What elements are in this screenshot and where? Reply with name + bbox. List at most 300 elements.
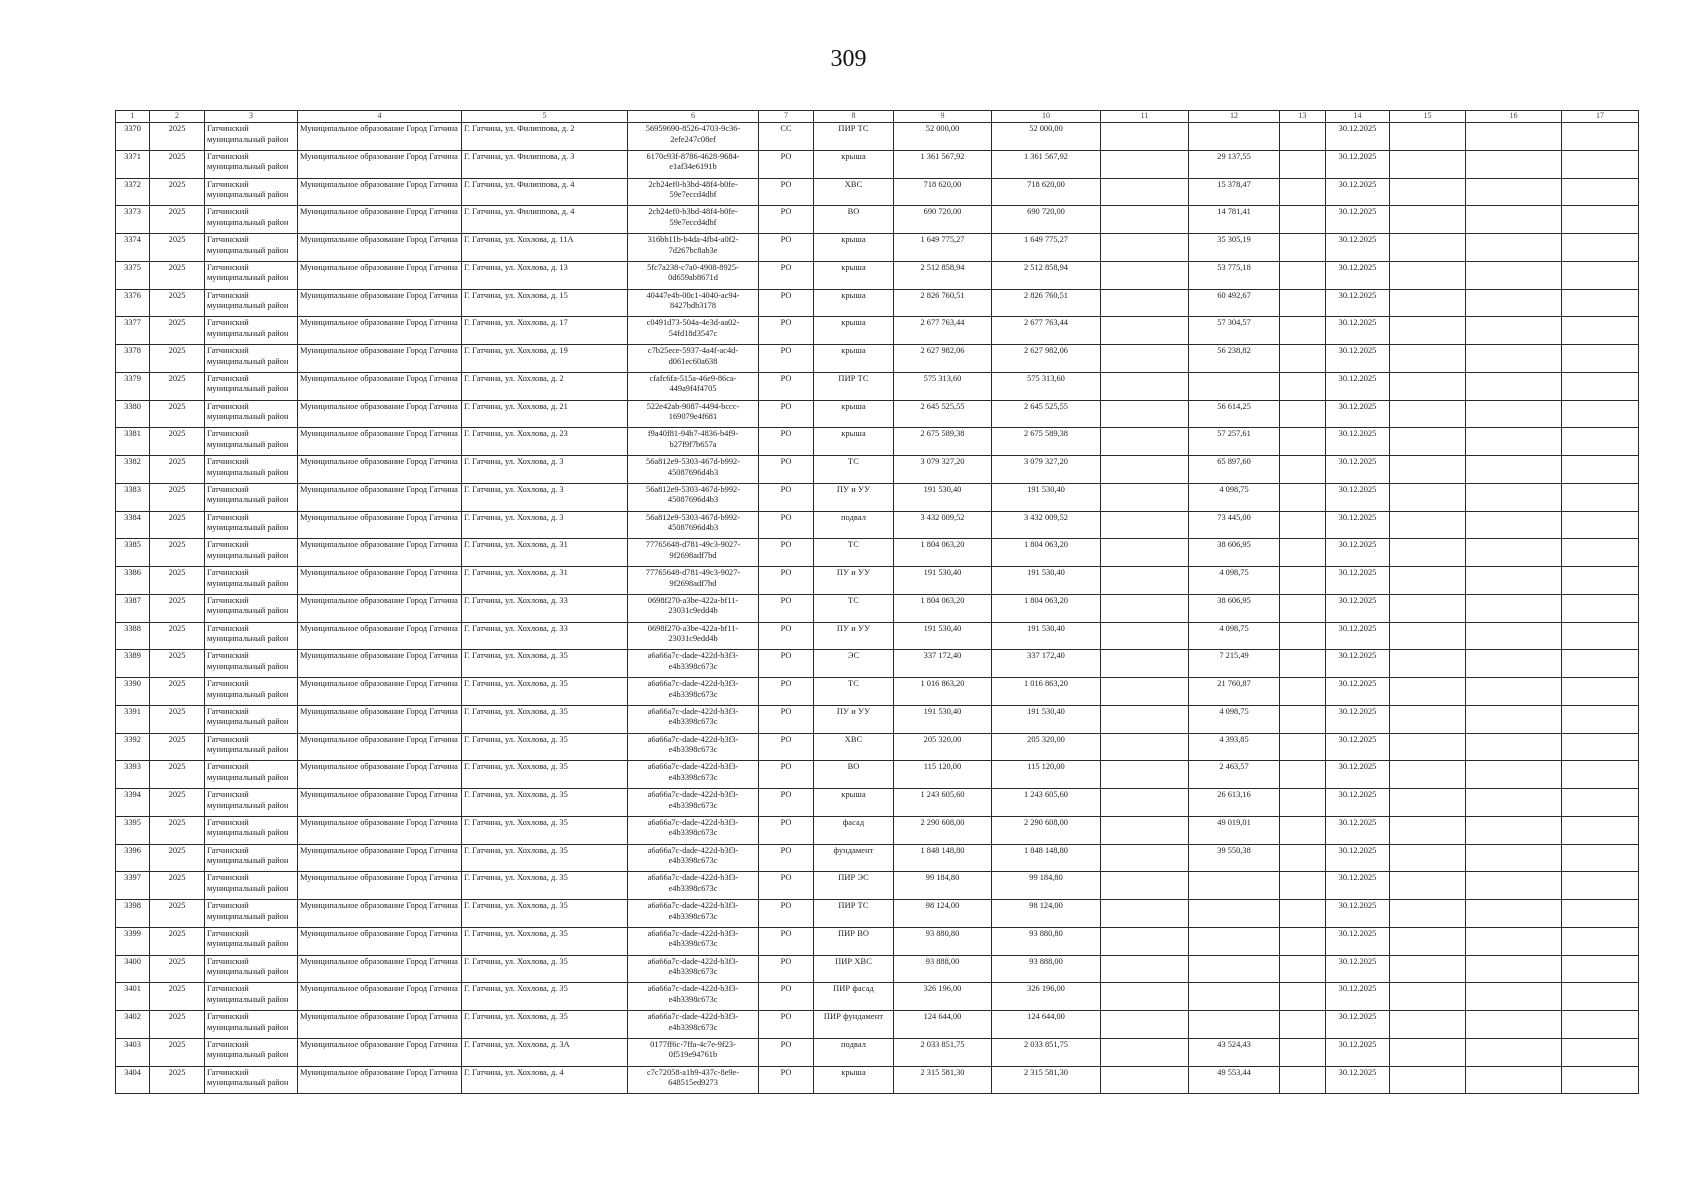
cell-total-cost: 2 677 763,44 [894, 317, 992, 345]
cell-total-cost: 52 000,00 [894, 123, 992, 151]
cell-year: 2025 [150, 539, 205, 567]
table-row [116, 983, 1639, 1011]
cell-funding-source: РО [759, 456, 814, 484]
cell-completion-date: 30.12.2025 [1326, 150, 1390, 178]
cell-col-15 [1390, 900, 1466, 928]
cell-cost-13 [1280, 1038, 1326, 1066]
cell-col-15 [1390, 317, 1466, 345]
cell-work-type: фундамент [814, 844, 894, 872]
cell-col-16 [1466, 511, 1562, 539]
cell-municipality: Муниципальное образование Город Гатчина [298, 1066, 462, 1094]
cell-funding-source: РО [759, 816, 814, 844]
table-row [116, 678, 1639, 706]
cell-total-cost: 98 124,00 [894, 900, 992, 928]
cell-cost-11 [1101, 900, 1189, 928]
cell-address: Г. Гатчина, ул. Хохлова, д. 35 [462, 733, 628, 761]
cell-cost-fund: 98 124,00 [992, 900, 1101, 928]
cell-municipality: Муниципальное образование Город Гатчина [298, 289, 462, 317]
cell-year: 2025 [150, 733, 205, 761]
cell-address: Г. Гатчина, ул. Хохлова, д. 31 [462, 539, 628, 567]
column-header-7: 7 [759, 111, 814, 123]
cell-cost-13 [1280, 622, 1326, 650]
table-row [116, 622, 1639, 650]
cell-cost-13 [1280, 761, 1326, 789]
cell-work-type: ПИР ТС [814, 900, 894, 928]
table-row [116, 234, 1639, 262]
cell-work-type: ПИР ХВС [814, 955, 894, 983]
cell-address: Г. Гатчина, ул. Хохлова, д. 35 [462, 900, 628, 928]
cell-row-number: 3404 [116, 1066, 150, 1094]
cell-building-id: 0698f270-a3be-422a-bf11-23031c9edd4b [628, 622, 759, 650]
cell-col-16 [1466, 234, 1562, 262]
cell-funding-source: РО [759, 400, 814, 428]
cell-district: Гатчинский муниципальный район [205, 456, 298, 484]
cell-address: Г. Гатчина, ул. Хохлова, д. 33 [462, 594, 628, 622]
table-row [116, 456, 1639, 484]
cell-municipality: Муниципальное образование Город Гатчина [298, 872, 462, 900]
cell-cost-fund: 1 804 063,20 [992, 539, 1101, 567]
cell-cost-11 [1101, 872, 1189, 900]
cell-col-16 [1466, 844, 1562, 872]
table-row [116, 761, 1639, 789]
cell-cost-13 [1280, 650, 1326, 678]
cell-col-15 [1390, 372, 1466, 400]
cell-col-17 [1562, 900, 1639, 928]
cell-col-16 [1466, 150, 1562, 178]
table-row [116, 816, 1639, 844]
cell-col-17 [1562, 261, 1639, 289]
cell-address: Г. Гатчина, ул. Филиппова, д. 3 [462, 150, 628, 178]
cell-cost-13 [1280, 955, 1326, 983]
cell-col-15 [1390, 789, 1466, 817]
cell-completion-date: 30.12.2025 [1326, 705, 1390, 733]
cell-col-16 [1466, 927, 1562, 955]
cell-cost-fund: 718 620,00 [992, 178, 1101, 206]
cell-cost-fund: 2 627 982,06 [992, 345, 1101, 373]
cell-col-15 [1390, 955, 1466, 983]
cell-completion-date: 30.12.2025 [1326, 456, 1390, 484]
cell-building-id: a6a66a7c-dade-422d-b3f3-e4b3398c673c [628, 733, 759, 761]
cell-funding-source: РО [759, 1011, 814, 1039]
cell-funding-source: РО [759, 705, 814, 733]
cell-completion-date: 30.12.2025 [1326, 539, 1390, 567]
cell-year: 2025 [150, 816, 205, 844]
cell-municipality: Муниципальное образование Город Гатчина [298, 456, 462, 484]
cell-address: Г. Гатчина, ул. Филиппова, д. 4 [462, 178, 628, 206]
cell-col-15 [1390, 483, 1466, 511]
cell-year: 2025 [150, 456, 205, 484]
table-row [116, 511, 1639, 539]
cell-district: Гатчинский муниципальный район [205, 1066, 298, 1094]
cell-row-number: 3395 [116, 816, 150, 844]
cell-col-15 [1390, 206, 1466, 234]
cell-col-15 [1390, 816, 1466, 844]
cell-year: 2025 [150, 844, 205, 872]
cell-district: Гатчинский муниципальный район [205, 594, 298, 622]
cell-row-number: 3382 [116, 456, 150, 484]
cell-cost-11 [1101, 955, 1189, 983]
table-row [116, 317, 1639, 345]
cell-col-17 [1562, 178, 1639, 206]
cell-municipality: Муниципальное образование Город Гатчина [298, 150, 462, 178]
cell-col-15 [1390, 983, 1466, 1011]
cell-building-id: a6a66a7c-dade-422d-b3f3-e4b3398c673c [628, 705, 759, 733]
cell-year: 2025 [150, 400, 205, 428]
cell-col-15 [1390, 622, 1466, 650]
cell-total-cost: 1 016 863,20 [894, 678, 992, 706]
cell-total-cost: 99 184,80 [894, 872, 992, 900]
cell-cost-12: 4 098,75 [1189, 622, 1280, 650]
cell-cost-11 [1101, 678, 1189, 706]
cell-col-16 [1466, 400, 1562, 428]
cell-completion-date: 30.12.2025 [1326, 261, 1390, 289]
cell-cost-12 [1189, 372, 1280, 400]
table-row [116, 261, 1639, 289]
cell-municipality: Муниципальное образование Город Гатчина [298, 927, 462, 955]
cell-work-type: ПУ и УУ [814, 622, 894, 650]
cell-work-type: крыша [814, 261, 894, 289]
cell-municipality: Муниципальное образование Город Гатчина [298, 428, 462, 456]
cell-work-type: крыша [814, 150, 894, 178]
cell-work-type: крыша [814, 345, 894, 373]
cell-col-15 [1390, 456, 1466, 484]
cell-col-16 [1466, 1066, 1562, 1094]
cell-year: 2025 [150, 178, 205, 206]
table-row [116, 1011, 1639, 1039]
cell-cost-fund: 52 000,00 [992, 123, 1101, 151]
cell-cost-fund: 3 079 327,20 [992, 456, 1101, 484]
cell-cost-fund: 690 720,00 [992, 206, 1101, 234]
cell-cost-11 [1101, 483, 1189, 511]
cell-total-cost: 93 888,00 [894, 955, 992, 983]
cell-col-16 [1466, 983, 1562, 1011]
cell-completion-date: 30.12.2025 [1326, 289, 1390, 317]
cell-cost-13 [1280, 1066, 1326, 1094]
cell-building-id: a6a66a7c-dade-422d-b3f3-e4b3398c673c [628, 789, 759, 817]
cell-year: 2025 [150, 150, 205, 178]
cell-work-type: ВО [814, 761, 894, 789]
cell-building-id: a6a66a7c-dade-422d-b3f3-e4b3398c673c [628, 983, 759, 1011]
cell-cost-11 [1101, 927, 1189, 955]
cell-col-17 [1562, 844, 1639, 872]
cell-cost-12: 65 897,60 [1189, 456, 1280, 484]
cell-total-cost: 1 848 148,80 [894, 844, 992, 872]
cell-funding-source: РО [759, 1038, 814, 1066]
cell-total-cost: 93 880,80 [894, 927, 992, 955]
table-row [116, 650, 1639, 678]
cell-cost-11 [1101, 844, 1189, 872]
cell-funding-source: РО [759, 900, 814, 928]
cell-col-16 [1466, 594, 1562, 622]
cell-year: 2025 [150, 900, 205, 928]
cell-work-type: крыша [814, 789, 894, 817]
cell-address: Г. Гатчина, ул. Хохлова, д. 35 [462, 844, 628, 872]
cell-municipality: Муниципальное образование Город Гатчина [298, 234, 462, 262]
cell-col-15 [1390, 178, 1466, 206]
cell-completion-date: 30.12.2025 [1326, 927, 1390, 955]
cell-year: 2025 [150, 983, 205, 1011]
cell-work-type: ПИР ТС [814, 123, 894, 151]
cell-row-number: 3391 [116, 705, 150, 733]
cell-cost-12: 21 760,87 [1189, 678, 1280, 706]
cell-completion-date: 30.12.2025 [1326, 567, 1390, 595]
cell-cost-11 [1101, 1011, 1189, 1039]
cell-building-id: 6170c93f-8786-4628-9684-e1af34e6191b [628, 150, 759, 178]
cell-completion-date: 30.12.2025 [1326, 900, 1390, 928]
cell-work-type: крыша [814, 428, 894, 456]
cell-municipality: Муниципальное образование Город Гатчина [298, 178, 462, 206]
cell-row-number: 3393 [116, 761, 150, 789]
cell-cost-12 [1189, 900, 1280, 928]
cell-total-cost: 1 361 567,92 [894, 150, 992, 178]
cell-completion-date: 30.12.2025 [1326, 844, 1390, 872]
cell-funding-source: РО [759, 372, 814, 400]
cell-cost-12: 4 098,75 [1189, 483, 1280, 511]
cell-row-number: 3400 [116, 955, 150, 983]
cell-col-16 [1466, 705, 1562, 733]
cell-cost-11 [1101, 428, 1189, 456]
cell-cost-fund: 2 826 760,51 [992, 289, 1101, 317]
cell-municipality: Муниципальное образование Город Гатчина [298, 511, 462, 539]
cell-cost-13 [1280, 123, 1326, 151]
cell-row-number: 3399 [116, 927, 150, 955]
cell-col-15 [1390, 594, 1466, 622]
cell-cost-fund: 191 530,40 [992, 705, 1101, 733]
cell-municipality: Муниципальное образование Город Гатчина [298, 705, 462, 733]
cell-col-17 [1562, 955, 1639, 983]
cell-municipality: Муниципальное образование Город Гатчина [298, 567, 462, 595]
cell-year: 2025 [150, 761, 205, 789]
cell-col-16 [1466, 872, 1562, 900]
cell-building-id: 5fc7a238-c7a0-4908-8925-0d659ab8671d [628, 261, 759, 289]
cell-district: Гатчинский муниципальный район [205, 789, 298, 817]
cell-completion-date: 30.12.2025 [1326, 206, 1390, 234]
cell-work-type: ХВС [814, 733, 894, 761]
cell-district: Гатчинский муниципальный район [205, 1038, 298, 1066]
cell-total-cost: 1 804 063,20 [894, 539, 992, 567]
column-header-6: 6 [628, 111, 759, 123]
cell-cost-13 [1280, 400, 1326, 428]
cell-district: Гатчинский муниципальный район [205, 900, 298, 928]
column-number-header [116, 111, 1639, 123]
cell-municipality: Муниципальное образование Город Гатчина [298, 345, 462, 373]
cell-row-number: 3375 [116, 261, 150, 289]
cell-cost-fund: 191 530,40 [992, 622, 1101, 650]
cell-cost-11 [1101, 178, 1189, 206]
cell-work-type: ТС [814, 594, 894, 622]
cell-year: 2025 [150, 206, 205, 234]
cell-col-15 [1390, 123, 1466, 151]
cell-completion-date: 30.12.2025 [1326, 761, 1390, 789]
cell-building-id: a6a66a7c-dade-422d-b3f3-e4b3398c673c [628, 1011, 759, 1039]
cell-cost-12: 15 378,47 [1189, 178, 1280, 206]
cell-cost-12: 73 445,00 [1189, 511, 1280, 539]
cell-work-type: ЭС [814, 650, 894, 678]
cell-cost-11 [1101, 206, 1189, 234]
table-row [116, 400, 1639, 428]
column-header-5: 5 [462, 111, 628, 123]
cell-col-16 [1466, 123, 1562, 151]
cell-cost-11 [1101, 372, 1189, 400]
cell-funding-source: СС [759, 123, 814, 151]
cell-col-17 [1562, 1011, 1639, 1039]
cell-col-15 [1390, 289, 1466, 317]
cell-total-cost: 2 033 851,75 [894, 1038, 992, 1066]
cell-funding-source: РО [759, 761, 814, 789]
cell-building-id: 0177ff6c-7ffa-4c7e-9f23-0f519e94761b [628, 1038, 759, 1066]
cell-col-17 [1562, 400, 1639, 428]
cell-funding-source: РО [759, 594, 814, 622]
cell-cost-fund: 1 016 863,20 [992, 678, 1101, 706]
cell-district: Гатчинский муниципальный район [205, 539, 298, 567]
cell-municipality: Муниципальное образование Город Гатчина [298, 733, 462, 761]
cell-completion-date: 30.12.2025 [1326, 428, 1390, 456]
cell-col-17 [1562, 567, 1639, 595]
cell-row-number: 3373 [116, 206, 150, 234]
cell-cost-12: 2 463,57 [1189, 761, 1280, 789]
cell-work-type: крыша [814, 1066, 894, 1094]
cell-year: 2025 [150, 511, 205, 539]
cell-address: Г. Гатчина, ул. Хохлова, д. 11А [462, 234, 628, 262]
cell-col-15 [1390, 400, 1466, 428]
cell-funding-source: РО [759, 261, 814, 289]
cell-cost-13 [1280, 844, 1326, 872]
cell-row-number: 3378 [116, 345, 150, 373]
cell-work-type: ПИР ЭС [814, 872, 894, 900]
cell-col-17 [1562, 511, 1639, 539]
cell-total-cost: 191 530,40 [894, 705, 992, 733]
cell-cost-12: 4 098,75 [1189, 567, 1280, 595]
cell-row-number: 3389 [116, 650, 150, 678]
cell-completion-date: 30.12.2025 [1326, 816, 1390, 844]
cell-cost-13 [1280, 705, 1326, 733]
table-row [116, 150, 1639, 178]
cell-address: Г. Гатчина, ул. Хохлова, д. 35 [462, 1011, 628, 1039]
cell-cost-12: 39 550,38 [1189, 844, 1280, 872]
cell-completion-date: 30.12.2025 [1326, 789, 1390, 817]
cell-building-id: 77765648-d781-49c3-9027-9f2698adf7bd [628, 539, 759, 567]
cell-cost-fund: 1 361 567,92 [992, 150, 1101, 178]
cell-col-16 [1466, 372, 1562, 400]
cell-col-16 [1466, 1038, 1562, 1066]
cell-work-type: фасад [814, 816, 894, 844]
cell-cost-11 [1101, 761, 1189, 789]
cell-col-17 [1562, 705, 1639, 733]
cell-district: Гатчинский муниципальный район [205, 372, 298, 400]
cell-row-number: 3384 [116, 511, 150, 539]
cell-col-16 [1466, 567, 1562, 595]
cell-col-17 [1562, 872, 1639, 900]
cell-col-17 [1562, 1066, 1639, 1094]
cell-district: Гатчинский муниципальный район [205, 678, 298, 706]
cell-col-17 [1562, 678, 1639, 706]
table-row [116, 123, 1639, 151]
cell-col-16 [1466, 955, 1562, 983]
cell-work-type: ПУ и УУ [814, 705, 894, 733]
cell-row-number: 3403 [116, 1038, 150, 1066]
cell-funding-source: РО [759, 345, 814, 373]
cell-year: 2025 [150, 1011, 205, 1039]
cell-address: Г. Гатчина, ул. Хохлова, д. 35 [462, 789, 628, 817]
cell-municipality: Муниципальное образование Город Гатчина [298, 400, 462, 428]
cell-row-number: 3390 [116, 678, 150, 706]
cell-row-number: 3398 [116, 900, 150, 928]
cell-municipality: Муниципальное образование Город Гатчина [298, 678, 462, 706]
cell-address: Г. Гатчина, ул. Хохлова, д. 31 [462, 567, 628, 595]
cell-address: Г. Гатчина, ул. Хохлова, д. 3 [462, 483, 628, 511]
cell-cost-fund: 93 880,80 [992, 927, 1101, 955]
cell-district: Гатчинский муниципальный район [205, 761, 298, 789]
cell-cost-13 [1280, 289, 1326, 317]
cell-col-15 [1390, 150, 1466, 178]
cell-address: Г. Гатчина, ул. Хохлова, д. 2 [462, 372, 628, 400]
cell-col-15 [1390, 1066, 1466, 1094]
cell-completion-date: 30.12.2025 [1326, 955, 1390, 983]
cell-col-17 [1562, 761, 1639, 789]
cell-col-17 [1562, 483, 1639, 511]
cell-municipality: Муниципальное образование Город Гатчина [298, 123, 462, 151]
cell-funding-source: РО [759, 567, 814, 595]
cell-municipality: Муниципальное образование Город Гатчина [298, 206, 462, 234]
cell-cost-12: 38 606,95 [1189, 539, 1280, 567]
cell-work-type: ПУ и УУ [814, 567, 894, 595]
cell-cost-12: 57 257,61 [1189, 428, 1280, 456]
cell-year: 2025 [150, 872, 205, 900]
cell-municipality: Муниципальное образование Город Гатчина [298, 1038, 462, 1066]
cell-col-16 [1466, 761, 1562, 789]
cell-cost-12: 26 613,16 [1189, 789, 1280, 817]
cell-municipality: Муниципальное образование Город Гатчина [298, 483, 462, 511]
column-header-13: 13 [1280, 111, 1326, 123]
column-header-17: 17 [1562, 111, 1639, 123]
cell-funding-source: РО [759, 733, 814, 761]
cell-cost-11 [1101, 345, 1189, 373]
cell-address: Г. Гатчина, ул. Хохлова, д. 3А [462, 1038, 628, 1066]
cell-total-cost: 337 172,40 [894, 650, 992, 678]
cell-col-16 [1466, 317, 1562, 345]
cell-col-17 [1562, 539, 1639, 567]
cell-col-17 [1562, 927, 1639, 955]
cell-year: 2025 [150, 345, 205, 373]
cell-completion-date: 30.12.2025 [1326, 317, 1390, 345]
cell-total-cost: 718 620,00 [894, 178, 992, 206]
cell-row-number: 3380 [116, 400, 150, 428]
table-row [116, 372, 1639, 400]
cell-municipality: Муниципальное образование Город Гатчина [298, 761, 462, 789]
cell-row-number: 3383 [116, 483, 150, 511]
cell-cost-11 [1101, 400, 1189, 428]
cell-address: Г. Гатчина, ул. Хохлова, д. 19 [462, 345, 628, 373]
cell-row-number: 3377 [116, 317, 150, 345]
cell-address: Г. Гатчина, ул. Хохлова, д. 13 [462, 261, 628, 289]
cell-district: Гатчинский муниципальный район [205, 567, 298, 595]
cell-building-id: 316bb11b-b4da-4fb4-a0f2-7d267bc8ab3e [628, 234, 759, 262]
table-row [116, 539, 1639, 567]
cell-address: Г. Гатчина, ул. Хохлова, д. 35 [462, 927, 628, 955]
cell-year: 2025 [150, 789, 205, 817]
cell-funding-source: РО [759, 317, 814, 345]
cell-funding-source: РО [759, 678, 814, 706]
cell-address: Г. Гатчина, ул. Хохлова, д. 35 [462, 705, 628, 733]
cell-funding-source: РО [759, 289, 814, 317]
cell-cost-11 [1101, 1066, 1189, 1094]
cell-total-cost: 2 645 525,55 [894, 400, 992, 428]
table-body [116, 123, 1639, 1094]
cell-col-17 [1562, 317, 1639, 345]
cell-cost-12: 53 775,18 [1189, 261, 1280, 289]
cell-cost-11 [1101, 567, 1189, 595]
cell-funding-source: РО [759, 234, 814, 262]
